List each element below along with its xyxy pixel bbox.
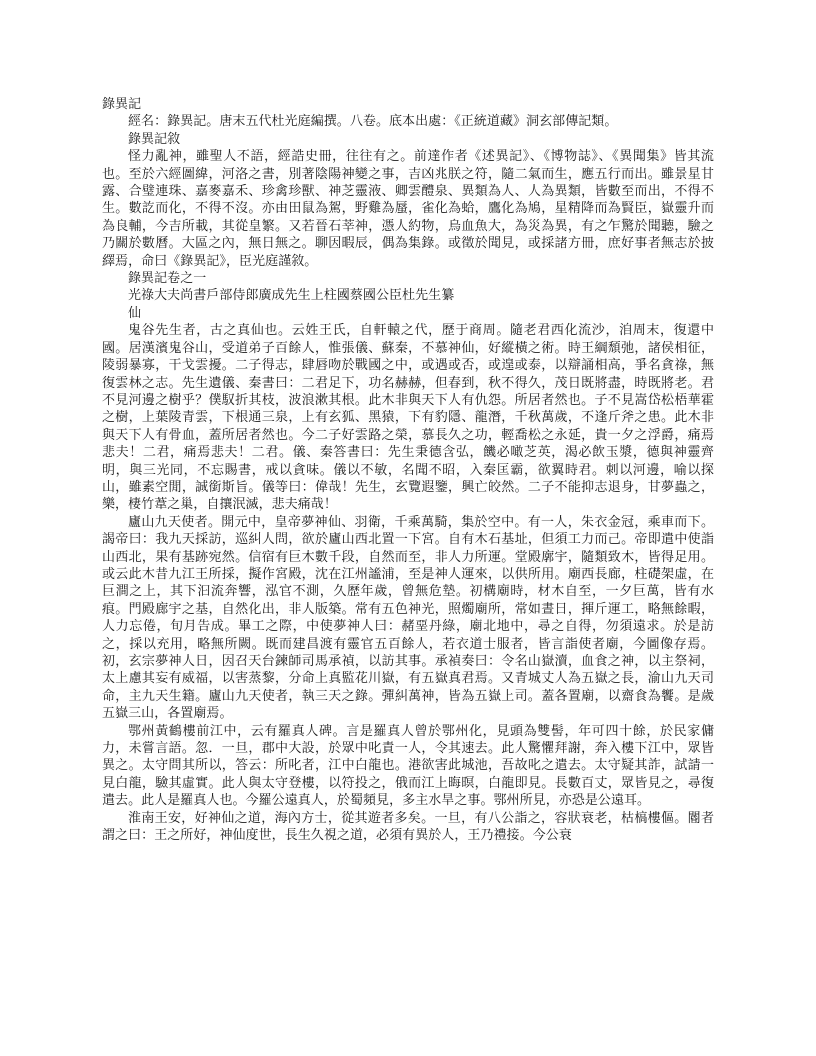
preface-body-paragraph: 怪力亂神，雖聖人不語，經誥史冊，往往有之。前達作者《述異記》、《博物誌》、《異聞集》皆其流也。至於六經圖緯，河洛之書，別著陰陽神變之事，吉凶兆朕之符，隨二氣而生，應五行而出。雖景星甘露、合璧連珠、嘉麥嘉禾、珍禽珍獸、神芝靈液、卿雲醴泉、異類為人、人為異類，皆數至而出，不得不生。數訖而化，不得不沒。亦由田鼠為駕，野雞為蜃，雀化為蛤，鷹化為鳩，星精降而為賢臣，嶽靈升而為良輔，今吉所載，其從皇繁。又若晉石莘神，憑人約物，烏血魚大，為災為異，有之乍驚於聞聽，驗之乃關於數曆。大區之內，無日無之。聊因暇辰，偶為集錄。或徵於聞見，或採諸方冊，庶好事者無志於披繹焉，命曰《錄異記》，臣光庭謹敘。 [102,149,714,269]
document-title: 錄異記 [102,97,142,112]
story-paragraph-ezhou: 鄂州黃鶴樓前江中，云有羅真人碑。言是羅真人曾於鄂州化，見頭為雙髻，年可四十餘，於民家傭力，未嘗言語。忽．一旦，郡中大設，於眾中叱責一人，令其速去。此人驚懼拜謝，奔入樓下江中，眾皆異之。太守問其所以，答云：所叱者，江中白龍也。港欲害此城池，吾故叱之遣去。太守疑其詐，試請一見白龍，驗其虛實。此人與太守登樓，以符投之，俄而江上晦暝，白龍即見。長數百丈，眾皆見之，尋復遣去。此人是羅真人也。今羅公遠真人，於蜀頻見，多主水旱之事。鄂州所見，亦恐是公遠耳。 [102,723,714,809]
document-body [102,96,714,844]
section-heading-immortals: 仙 [128,305,142,321]
author-byline: 光祿大夫尚書戶部侍郎廣成先生上柱國蔡國公臣杜先生纂 [128,288,455,304]
story-paragraph-guiguzi: 鬼谷先生者，古之真仙也。云姓王氏，自軒轅之代，歷于商周。隨老君西化流沙，洎周末，復還中國。居漢濱鬼谷山，受道弟子百餘人，惟張儀、蘇秦，不慕神仙，好縱橫之術。時王綱頹弛，諸侯相征，陵弱暴寡，干戈雲擾。二子得志，肆唇吻於戰國之中，或遇或否，或遑或泰，以辯誦相高，爭名貪祿，無復雲林之志。先生遺儀、秦書曰：二君足下，功名赫赫，但春到，秋不得久，茂日既將盡，時既將老。君不見河邊之樹乎？僕馭折其枝，波浪漱其根。此木非與天下人有仇怨。所居者然也。子不見嵩岱松梧華霍之樹，上葉陵青雲，下根通三泉，上有玄狐、黑猿，下有豹隱、龍潛，千秋萬歲，不逢斤斧之患。此木非與天下人有骨血，蓋所居者然也。今二子好雲路之榮，慕長久之功，輕喬松之永延，貴一夕之浮爵，痛焉悲夫！二君，痛焉悲夫！二君。儀、秦答書曰：先生秉德含弘，饑必噉芝英，渴必飲玉漿，德與神靈齊明，與三光同，不忘賜書，戒以貪味。儀以不敏，名聞不昭，入秦匡霸，欲翼時君。刺以河邊，喻以探山，雖素空閒，誠銜斯旨。儀等曰：偉哉！先生，玄覽遐鑒，興亡皎然。二子不能抑志退身，甘夢蟲之，樂，棲竹葦之巢，自攘泯滅，悲夫痛哉！ [102,323,714,513]
story-paragraph-huainan: 淮南王安，好神仙之道，海內方士，從其遊者多矣。一旦，有八公詣之，容狀衰老，枯槁樓傴。閽者謂之曰：王之所好，神仙度世，長生久視之道，必須有異於人，王乃禮接。今公衰 [102,810,714,844]
volume-heading: 錄異記卷之一 [128,271,207,287]
story-paragraph-lushan: 廬山九天使者。開元中，皇帝夢神仙、羽衛，千乘萬騎，集於空中。有一人，朱衣金冠，乘車而下。謁帝曰：我九天採訪，巡糾人問，欲於廬山西北置一下宮。自有木石基址，但須工力而己。帝即遣中使詣山西北，果有基跡宛然。信宿有巨木數千段，自然而至，非人力所運。堂殿廓宇，隨類致木，皆得足用。或云此木昔九江王所採，擬作宮殿，沈在江州謐浦，至是神人運來，以供所用。廟西長廊，柱礎架虛，在巨澗之上，其下汩流奔響，泓官不測，久歷年歲，曾無危墊。初構廟時，材木自至，一夕巨萬，皆有水痕。門殿廊宇之基，自然化出，非人版築。常有五色神光，照燭廟所，常如晝日，揮斤運工，略無餘暇，人力忘倦，旬月告成。畢工之際，中使夢神人曰：赭堊丹綠，廟北地中，尋之自得，勿須遠求。於是訪之，採以充用，略無所闕。既而建昌渡有靈官五百餘人，若衣道士服者，皆言詣使者廟，今圖像存焉。初，玄宗夢神人日，因召天台鍊師司馬承禎，以訪其事。承禎奏曰：令名山嶽瀆，血食之神，以主祭祠，太上慮其妄有威福，以害蒸黎，分命上真監花川嶽，有五嶽真君焉。又青城丈人為五嶽之長，渝山九天司命，主九天生籍。廬山九天使者，執三天之錄。彈糾萬神，皆為五嶽上司。蓋各置廟，以齋食為饗。是歲五嶽三山，各置廟焉。 [102,514,714,722]
bibliographic-note: 經名：錄異記。唐末五代杜光庭編撰。八卷。底本出處：《正統道藏》洞玄部傳記類。 [128,114,618,130]
preface-heading: 錄異記敘 [128,131,181,147]
